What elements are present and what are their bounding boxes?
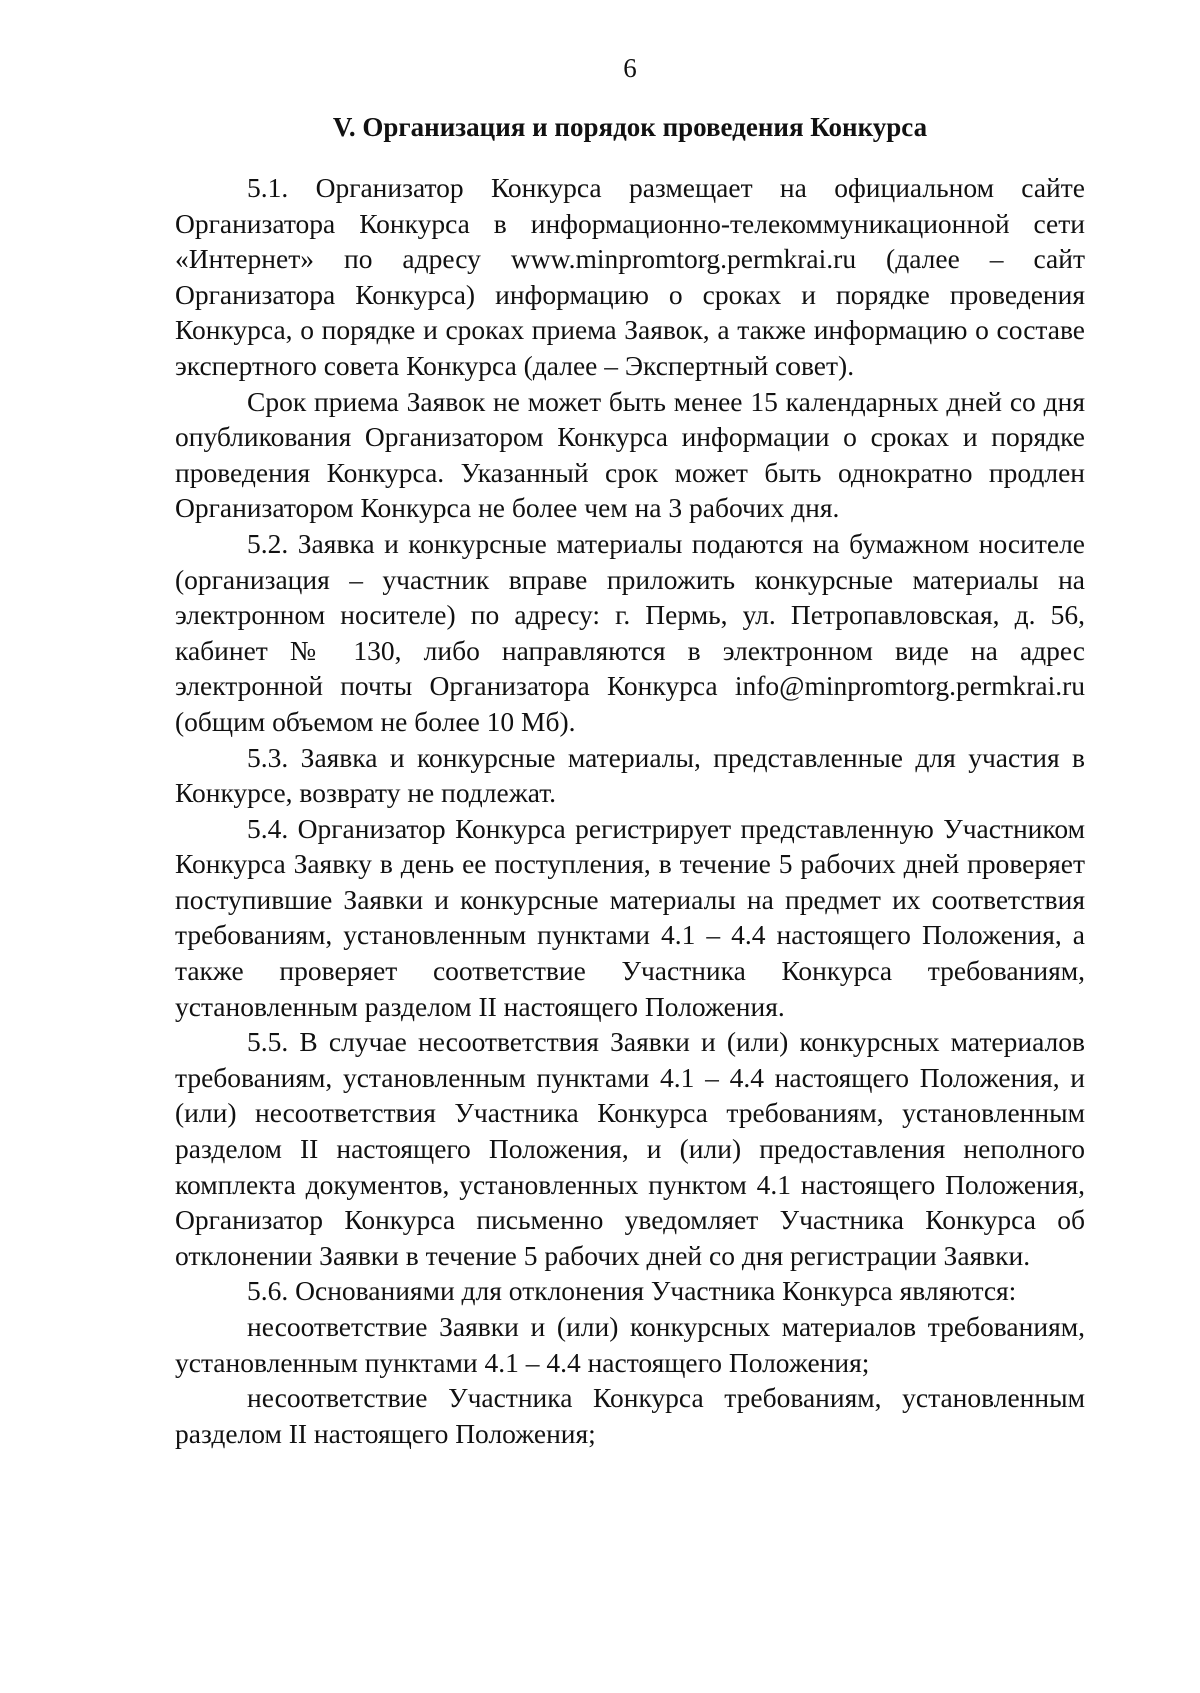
section-heading: V. Организация и порядок проведения Конкурса: [332, 112, 928, 142]
page-number: 6: [623, 53, 637, 83]
paragraph-5-1: 5.1. Организатор Конкурса размещает на официальном сайте Организатора Конкурса в информационно-телекоммуникационной сети «Интернет» по адресу www.minpromtorg.permkrai.ru (далее – сайт Организатора Конкурса) информацию о сроках и порядке проведения Конкурса, о порядке и сроках приема Заявок, а также информацию о составе экспертного совета Конкурса (далее – Экспертный совет).: [175, 172, 1085, 381]
paragraph-5-6: 5.6. Основаниями для отклонения Участника Конкурса являются:: [247, 1275, 1017, 1307]
paragraph-5-5: 5.5. В случае несоответствия Заявки и (или) конкурсных материалов требованиям, установленным пунктами 4.1 – 4.4 настоящего Положения, и (или) несоответствия Участника Конкурса требованиям, установленным разделом II настоящего Положения, и (или) предоставления неполного комплекта документов, установленных пунктом 4.1 настоящего Положения, Организатор Конкурса письменно уведомляет Участника Конкурса об отклонении Заявки в течение 5 рабочих дней со дня регистрации Заявки.: [175, 1026, 1085, 1271]
paragraph-5-2: 5.2. Заявка и конкурсные материалы подаются на бумажном носителе (организация – участник вправе приложить конкурсные материалы на электронном носителе) по адресу: г. Пермь, ул. Петропавловская, д. 56, кабинет № 130, либо направляются в электронном виде на адрес электронной почты Организатора Конкурса info@minpromtorg.permkrai.ru (общим объемом не более 10 Мб).: [175, 527, 1085, 737]
document-body: [175, 170, 1085, 1451]
paragraph-5-4: 5.4. Организатор Конкурса регистрирует представленную Участником Конкурса Заявку в день ее поступления, в течение 5 рабочих дней проверяет поступившие Заявки и конкурсные материалы на предмет их соответствия требованиям, установленным пунктами 4.1 – 4.4 настоящего Положения, а также проверяет соответствие Участника Конкурса требованиям, установленным разделом II настоящего Положения.: [175, 812, 1085, 1022]
rejection-ground-2: несоответствие Участника Конкурса требованиям, установленным разделом II настоящего Положения;: [175, 1382, 1085, 1449]
rejection-ground-1: несоответствие Заявки и (или) конкурсных материалов требованиям, установленным пунктами 4.1 – 4.4 настоящего Положения;: [175, 1311, 1085, 1378]
paragraph-5-3: 5.3. Заявка и конкурсные материалы, представленные для участия в Конкурсе, возврату не подлежат.: [175, 741, 1085, 809]
paragraph-submission-deadline: Срок приема Заявок не может быть менее 15 календарных дней со дня опубликования Организатором Конкурса информации о сроках и порядке проведения Конкурса. Указанный срок может быть однократно продлен Организатором Конкурса не более чем на 3 рабочих дня.: [175, 385, 1085, 524]
